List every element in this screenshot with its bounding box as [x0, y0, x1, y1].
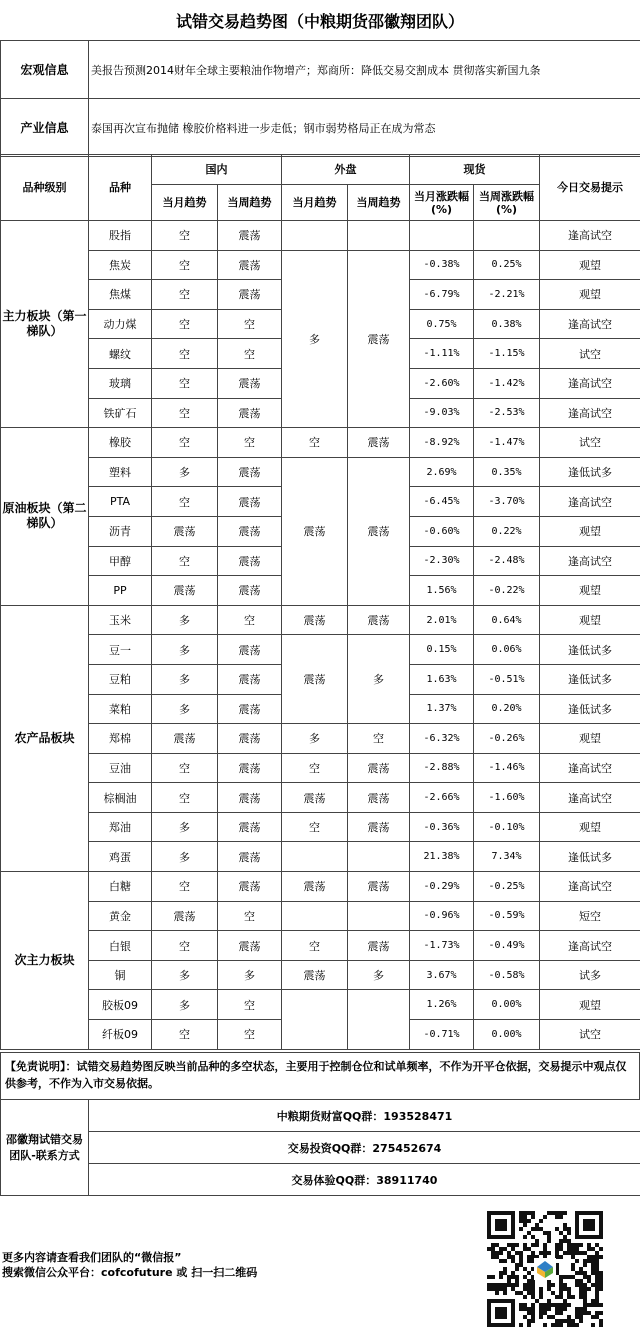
- trend-table-body: [1, 221, 640, 1050]
- domestic-month-trend: 空: [152, 250, 218, 280]
- spot-month-change: -1.11%: [410, 339, 474, 369]
- domestic-month-trend: 空: [152, 368, 218, 398]
- foreign-week-trend: 空: [348, 724, 410, 754]
- table-row: [1, 753, 640, 783]
- header-foreign-week: 当周趋势: [348, 185, 410, 221]
- domestic-month-trend: 多: [152, 605, 218, 635]
- trade-tip: 逢低试多: [540, 457, 640, 487]
- variety-cell: 鸡蛋: [89, 842, 152, 872]
- header-variety: 品种: [89, 155, 152, 221]
- page-title: 试错交易趋势图（中粮期货邵徽翔团队）: [175, 11, 464, 31]
- trade-tip: 逢高试空: [540, 783, 640, 813]
- variety-cell: 白糖: [89, 872, 152, 902]
- foreign-week-trend: [348, 990, 410, 1049]
- section-label: 主力板块（第一梯队）: [1, 221, 89, 428]
- domestic-week-trend: 空: [218, 990, 282, 1020]
- domestic-week-trend: 震荡: [218, 516, 282, 546]
- domestic-month-trend: 空: [152, 872, 218, 902]
- domestic-month-trend: 空: [152, 339, 218, 369]
- qq-group-line: 交易投资QQ群：275452674: [89, 1132, 640, 1164]
- foreign-month-trend: 空: [282, 812, 348, 842]
- foreign-month-trend: [282, 842, 348, 872]
- spot-week-change: -0.22%: [474, 576, 540, 606]
- spot-week-change: -1.15%: [474, 339, 540, 369]
- spot-week-change: -1.46%: [474, 753, 540, 783]
- domestic-week-trend: 多: [218, 960, 282, 990]
- spot-month-change: -0.96%: [410, 901, 474, 931]
- trade-tip: 逢低试多: [540, 842, 640, 872]
- trade-tip: 观望: [540, 605, 640, 635]
- foreign-week-trend: [348, 842, 410, 872]
- trade-tip: 逢高试空: [540, 398, 640, 428]
- domestic-week-trend: 震荡: [218, 576, 282, 606]
- header-level: 品种级别: [1, 155, 89, 221]
- spot-week-change: 0.64%: [474, 605, 540, 635]
- spot-month-change: -0.29%: [410, 872, 474, 902]
- variety-cell: 焦炭: [89, 250, 152, 280]
- table-row: [1, 635, 640, 665]
- contact-row: [1, 1164, 640, 1196]
- foreign-week-trend: 震荡: [348, 812, 410, 842]
- variety-cell: 白银: [89, 931, 152, 961]
- spot-month-change: -9.03%: [410, 398, 474, 428]
- domestic-week-trend: 震荡: [218, 872, 282, 902]
- spot-month-change: 2.01%: [410, 605, 474, 635]
- trade-tip: 逢低试多: [540, 635, 640, 665]
- spot-week-change: -2.21%: [474, 280, 540, 310]
- domestic-week-trend: 震荡: [218, 368, 282, 398]
- domestic-month-trend: 空: [152, 931, 218, 961]
- industry-info-row: [1, 99, 640, 157]
- domestic-month-trend: 空: [152, 1020, 218, 1050]
- trade-tip: 逢高试空: [540, 487, 640, 517]
- spot-week-change: -2.53%: [474, 398, 540, 428]
- header-domestic-month: 当月趋势: [152, 185, 218, 221]
- foreign-month-trend: 震荡: [282, 605, 348, 635]
- spot-month-change: -6.79%: [410, 280, 474, 310]
- domestic-week-trend: 震荡: [218, 783, 282, 813]
- spot-week-change: -1.60%: [474, 783, 540, 813]
- spot-month-change: -1.73%: [410, 931, 474, 961]
- variety-cell: 玉米: [89, 605, 152, 635]
- domestic-week-trend: 震荡: [218, 457, 282, 487]
- trade-tip: 观望: [540, 990, 640, 1020]
- domestic-month-trend: 震荡: [152, 516, 218, 546]
- table-row: [1, 250, 640, 280]
- qq-group-line: 交易体验QQ群：38911740: [89, 1164, 640, 1196]
- domestic-week-trend: 震荡: [218, 221, 282, 251]
- domestic-month-trend: 多: [152, 842, 218, 872]
- trade-tip: 逢高试空: [540, 546, 640, 576]
- foreign-week-trend: 震荡: [348, 783, 410, 813]
- trade-tip: 试空: [540, 428, 640, 458]
- spot-month-change: 1.63%: [410, 664, 474, 694]
- spot-week-change: -0.51%: [474, 664, 540, 694]
- foreign-month-trend: [282, 221, 348, 251]
- variety-cell: 郑棉: [89, 724, 152, 754]
- spot-week-change: 0.35%: [474, 457, 540, 487]
- domestic-month-trend: 空: [152, 783, 218, 813]
- spot-month-change: -6.45%: [410, 487, 474, 517]
- variety-cell: 沥青: [89, 516, 152, 546]
- domestic-month-trend: 多: [152, 694, 218, 724]
- variety-cell: 玻璃: [89, 368, 152, 398]
- table-row: [1, 901, 640, 931]
- spot-week-change: -0.59%: [474, 901, 540, 931]
- domestic-week-trend: 震荡: [218, 398, 282, 428]
- header-row-1: [1, 155, 640, 185]
- domestic-month-trend: 多: [152, 635, 218, 665]
- contact-row: [1, 1132, 640, 1164]
- trade-tip: 试空: [540, 1020, 640, 1050]
- domestic-month-trend: 空: [152, 309, 218, 339]
- spot-month-change: -0.60%: [410, 516, 474, 546]
- table-row: [1, 842, 640, 872]
- foreign-month-trend: 震荡: [282, 960, 348, 990]
- spot-month-change: -0.38%: [410, 250, 474, 280]
- spot-week-change: 0.00%: [474, 990, 540, 1020]
- industry-info-text: 泰国再次宣布抛储 橡胶价格料进一步走低；钢市弱势格局正在成为常态: [89, 99, 640, 157]
- foreign-week-trend: [348, 901, 410, 931]
- macro-info-row: [1, 41, 640, 99]
- trade-tip: 逢高试空: [540, 309, 640, 339]
- spot-week-change: -3.70%: [474, 487, 540, 517]
- header-domestic: 国内: [152, 155, 282, 185]
- spot-week-change: 0.25%: [474, 250, 540, 280]
- domestic-week-trend: 震荡: [218, 664, 282, 694]
- variety-cell: 菜粕: [89, 694, 152, 724]
- spot-month-change: -2.60%: [410, 368, 474, 398]
- table-row: [1, 783, 640, 813]
- footer: [2, 1250, 257, 1280]
- domestic-week-trend: 震荡: [218, 487, 282, 517]
- domestic-month-trend: 多: [152, 960, 218, 990]
- header-foreign: 外盘: [282, 155, 410, 185]
- trade-tip: 逢高试空: [540, 931, 640, 961]
- foreign-week-trend: [348, 221, 410, 251]
- domestic-month-trend: 空: [152, 398, 218, 428]
- domestic-month-trend: 多: [152, 457, 218, 487]
- trade-tip: 逢低试多: [540, 664, 640, 694]
- variety-cell: PP: [89, 576, 152, 606]
- header-spot-week: 当周涨跌幅(%): [474, 185, 540, 221]
- domestic-month-trend: 空: [152, 753, 218, 783]
- spot-month-change: 0.75%: [410, 309, 474, 339]
- domestic-week-trend: 空: [218, 605, 282, 635]
- domestic-month-trend: 多: [152, 664, 218, 694]
- foreign-week-trend: 多: [348, 960, 410, 990]
- spot-week-change: -1.42%: [474, 368, 540, 398]
- domestic-week-trend: 震荡: [218, 842, 282, 872]
- foreign-month-trend: 震荡: [282, 457, 348, 605]
- trade-tip: 逢高试空: [540, 753, 640, 783]
- spot-week-change: 0.00%: [474, 1020, 540, 1050]
- domestic-week-trend: 空: [218, 901, 282, 931]
- table-row: [1, 605, 640, 635]
- foreign-month-trend: 空: [282, 753, 348, 783]
- domestic-week-trend: 震荡: [218, 931, 282, 961]
- info-table: [0, 40, 640, 157]
- table-row: [1, 221, 640, 251]
- spot-week-change: -0.58%: [474, 960, 540, 990]
- foreign-month-trend: 震荡: [282, 635, 348, 724]
- foreign-month-trend: 空: [282, 428, 348, 458]
- domestic-month-trend: 空: [152, 487, 218, 517]
- table-row: [1, 990, 640, 1020]
- domestic-week-trend: 震荡: [218, 635, 282, 665]
- variety-cell: 纤板09: [89, 1020, 152, 1050]
- footer-line-2: 搜索微信公众平台：cofcofuture 或 扫一扫二维码: [2, 1266, 258, 1279]
- section-label: 农产品板块: [1, 605, 89, 871]
- spot-month-change: -8.92%: [410, 428, 474, 458]
- domestic-month-trend: 震荡: [152, 576, 218, 606]
- foreign-month-trend: 多: [282, 250, 348, 428]
- foreign-week-trend: 震荡: [348, 931, 410, 961]
- foreign-week-trend: 多: [348, 635, 410, 724]
- spot-month-change: [410, 221, 474, 251]
- spot-month-change: 21.38%: [410, 842, 474, 872]
- foreign-month-trend: [282, 990, 348, 1049]
- spot-month-change: 3.67%: [410, 960, 474, 990]
- domestic-week-trend: 空: [218, 309, 282, 339]
- variety-cell: 铁矿石: [89, 398, 152, 428]
- domestic-month-trend: 多: [152, 812, 218, 842]
- variety-cell: 甲醇: [89, 546, 152, 576]
- foreign-month-trend: [282, 901, 348, 931]
- spot-week-change: -1.47%: [474, 428, 540, 458]
- table-row: [1, 428, 640, 458]
- spot-week-change: -0.26%: [474, 724, 540, 754]
- foreign-week-trend: 震荡: [348, 250, 410, 428]
- trade-tip: 观望: [540, 250, 640, 280]
- domestic-week-trend: 震荡: [218, 812, 282, 842]
- header-tip: 今日交易提示: [540, 155, 640, 221]
- foreign-week-trend: 震荡: [348, 753, 410, 783]
- foreign-month-trend: 空: [282, 931, 348, 961]
- foreign-week-trend: 震荡: [348, 457, 410, 605]
- macro-info-text: 美报告预测2014财年全球主要粮油作物增产；郑商所：降低交易交割成本 贯彻落实新国九条: [89, 41, 640, 99]
- foreign-month-trend: 多: [282, 724, 348, 754]
- spot-week-change: 0.20%: [474, 694, 540, 724]
- domestic-week-trend: 空: [218, 1020, 282, 1050]
- trade-tip: 试空: [540, 339, 640, 369]
- foreign-month-trend: 震荡: [282, 783, 348, 813]
- footer-line-1: 更多内容请查看我们团队的“微信报”: [2, 1251, 182, 1264]
- table-row: [1, 960, 640, 990]
- trade-tip: 观望: [540, 724, 640, 754]
- domestic-week-trend: 震荡: [218, 694, 282, 724]
- variety-cell: PTA: [89, 487, 152, 517]
- qr-code-icon: [476, 1208, 614, 1330]
- variety-cell: 动力煤: [89, 309, 152, 339]
- spot-month-change: -2.66%: [410, 783, 474, 813]
- header-foreign-month: 当月趋势: [282, 185, 348, 221]
- spot-month-change: 1.26%: [410, 990, 474, 1020]
- table-row: [1, 931, 640, 961]
- spot-month-change: -2.88%: [410, 753, 474, 783]
- foreign-month-trend: 震荡: [282, 872, 348, 902]
- spot-week-change: 7.34%: [474, 842, 540, 872]
- variety-cell: 豆一: [89, 635, 152, 665]
- spot-month-change: 1.37%: [410, 694, 474, 724]
- variety-cell: 塑料: [89, 457, 152, 487]
- variety-cell: 豆油: [89, 753, 152, 783]
- domestic-week-trend: 震荡: [218, 280, 282, 310]
- section-label: 次主力板块: [1, 872, 89, 1050]
- variety-cell: 铜: [89, 960, 152, 990]
- variety-cell: 焦煤: [89, 280, 152, 310]
- table-row: [1, 724, 640, 754]
- trade-tip: 逢高试空: [540, 221, 640, 251]
- domestic-month-trend: 空: [152, 221, 218, 251]
- domestic-week-trend: 震荡: [218, 250, 282, 280]
- trade-tip: 观望: [540, 516, 640, 546]
- header-spot-month: 当月涨跌幅(%): [410, 185, 474, 221]
- trade-tip: 逢低试多: [540, 694, 640, 724]
- variety-cell: 棕榈油: [89, 783, 152, 813]
- spot-month-change: -6.32%: [410, 724, 474, 754]
- variety-cell: 螺纹: [89, 339, 152, 369]
- trade-tip: 逢高试空: [540, 368, 640, 398]
- spot-week-change: -2.48%: [474, 546, 540, 576]
- domestic-week-trend: 震荡: [218, 724, 282, 754]
- spot-week-change: -0.25%: [474, 872, 540, 902]
- spot-week-change: [474, 221, 540, 251]
- foreign-week-trend: 震荡: [348, 872, 410, 902]
- spot-month-change: 2.69%: [410, 457, 474, 487]
- domestic-week-trend: 空: [218, 339, 282, 369]
- variety-cell: 橡胶: [89, 428, 152, 458]
- spot-week-change: 0.22%: [474, 516, 540, 546]
- variety-cell: 黄金: [89, 901, 152, 931]
- trade-tip: 逢高试空: [540, 872, 640, 902]
- spot-month-change: 0.15%: [410, 635, 474, 665]
- foreign-week-trend: 震荡: [348, 605, 410, 635]
- domestic-month-trend: 震荡: [152, 901, 218, 931]
- header-spot: 现货: [410, 155, 540, 185]
- variety-cell: 胶板09: [89, 990, 152, 1020]
- spot-week-change: -0.10%: [474, 812, 540, 842]
- trade-tip: 观望: [540, 280, 640, 310]
- spot-month-change: -0.71%: [410, 1020, 474, 1050]
- spot-month-change: 1.56%: [410, 576, 474, 606]
- macro-info-label: 宏观信息: [1, 41, 89, 99]
- trade-tip: 观望: [540, 812, 640, 842]
- spot-week-change: -0.49%: [474, 931, 540, 961]
- trend-table: [0, 154, 640, 1050]
- domestic-month-trend: 震荡: [152, 724, 218, 754]
- spot-week-change: 0.38%: [474, 309, 540, 339]
- variety-cell: 股指: [89, 221, 152, 251]
- section-label: 原油板块（第二梯队）: [1, 428, 89, 606]
- trade-tip: 观望: [540, 576, 640, 606]
- table-row: [1, 872, 640, 902]
- spot-week-change: 0.06%: [474, 635, 540, 665]
- trade-tip: 短空: [540, 901, 640, 931]
- domestic-month-trend: 多: [152, 990, 218, 1020]
- spot-month-change: -0.36%: [410, 812, 474, 842]
- table-row: [1, 457, 640, 487]
- domestic-month-trend: 空: [152, 428, 218, 458]
- domestic-month-trend: 空: [152, 546, 218, 576]
- domestic-week-trend: 震荡: [218, 753, 282, 783]
- table-row: [1, 812, 640, 842]
- variety-cell: 豆粕: [89, 664, 152, 694]
- spot-month-change: -2.30%: [410, 546, 474, 576]
- foreign-week-trend: 震荡: [348, 428, 410, 458]
- domestic-week-trend: 震荡: [218, 546, 282, 576]
- header-domestic-week: 当周趋势: [218, 185, 282, 221]
- domestic-month-trend: 空: [152, 280, 218, 310]
- contact-table: [0, 1099, 640, 1196]
- contact-label: 邵徽翔试错交易团队-联系方式: [1, 1100, 89, 1196]
- contact-row: [1, 1100, 640, 1132]
- qq-group-line: 中粮期货财富QQ群：193528471: [89, 1100, 640, 1132]
- trade-tip: 试多: [540, 960, 640, 990]
- industry-info-label: 产业信息: [1, 99, 89, 157]
- variety-cell: 郑油: [89, 812, 152, 842]
- disclaimer: 【免责说明】：试错交易趋势图反映当前品种的多空状态，主要用于控制仓位和试单频率，不作为开平仓依据，交易提示中观点仅供参考，不作为入市交易依据。: [0, 1052, 640, 1100]
- domestic-week-trend: 空: [218, 428, 282, 458]
